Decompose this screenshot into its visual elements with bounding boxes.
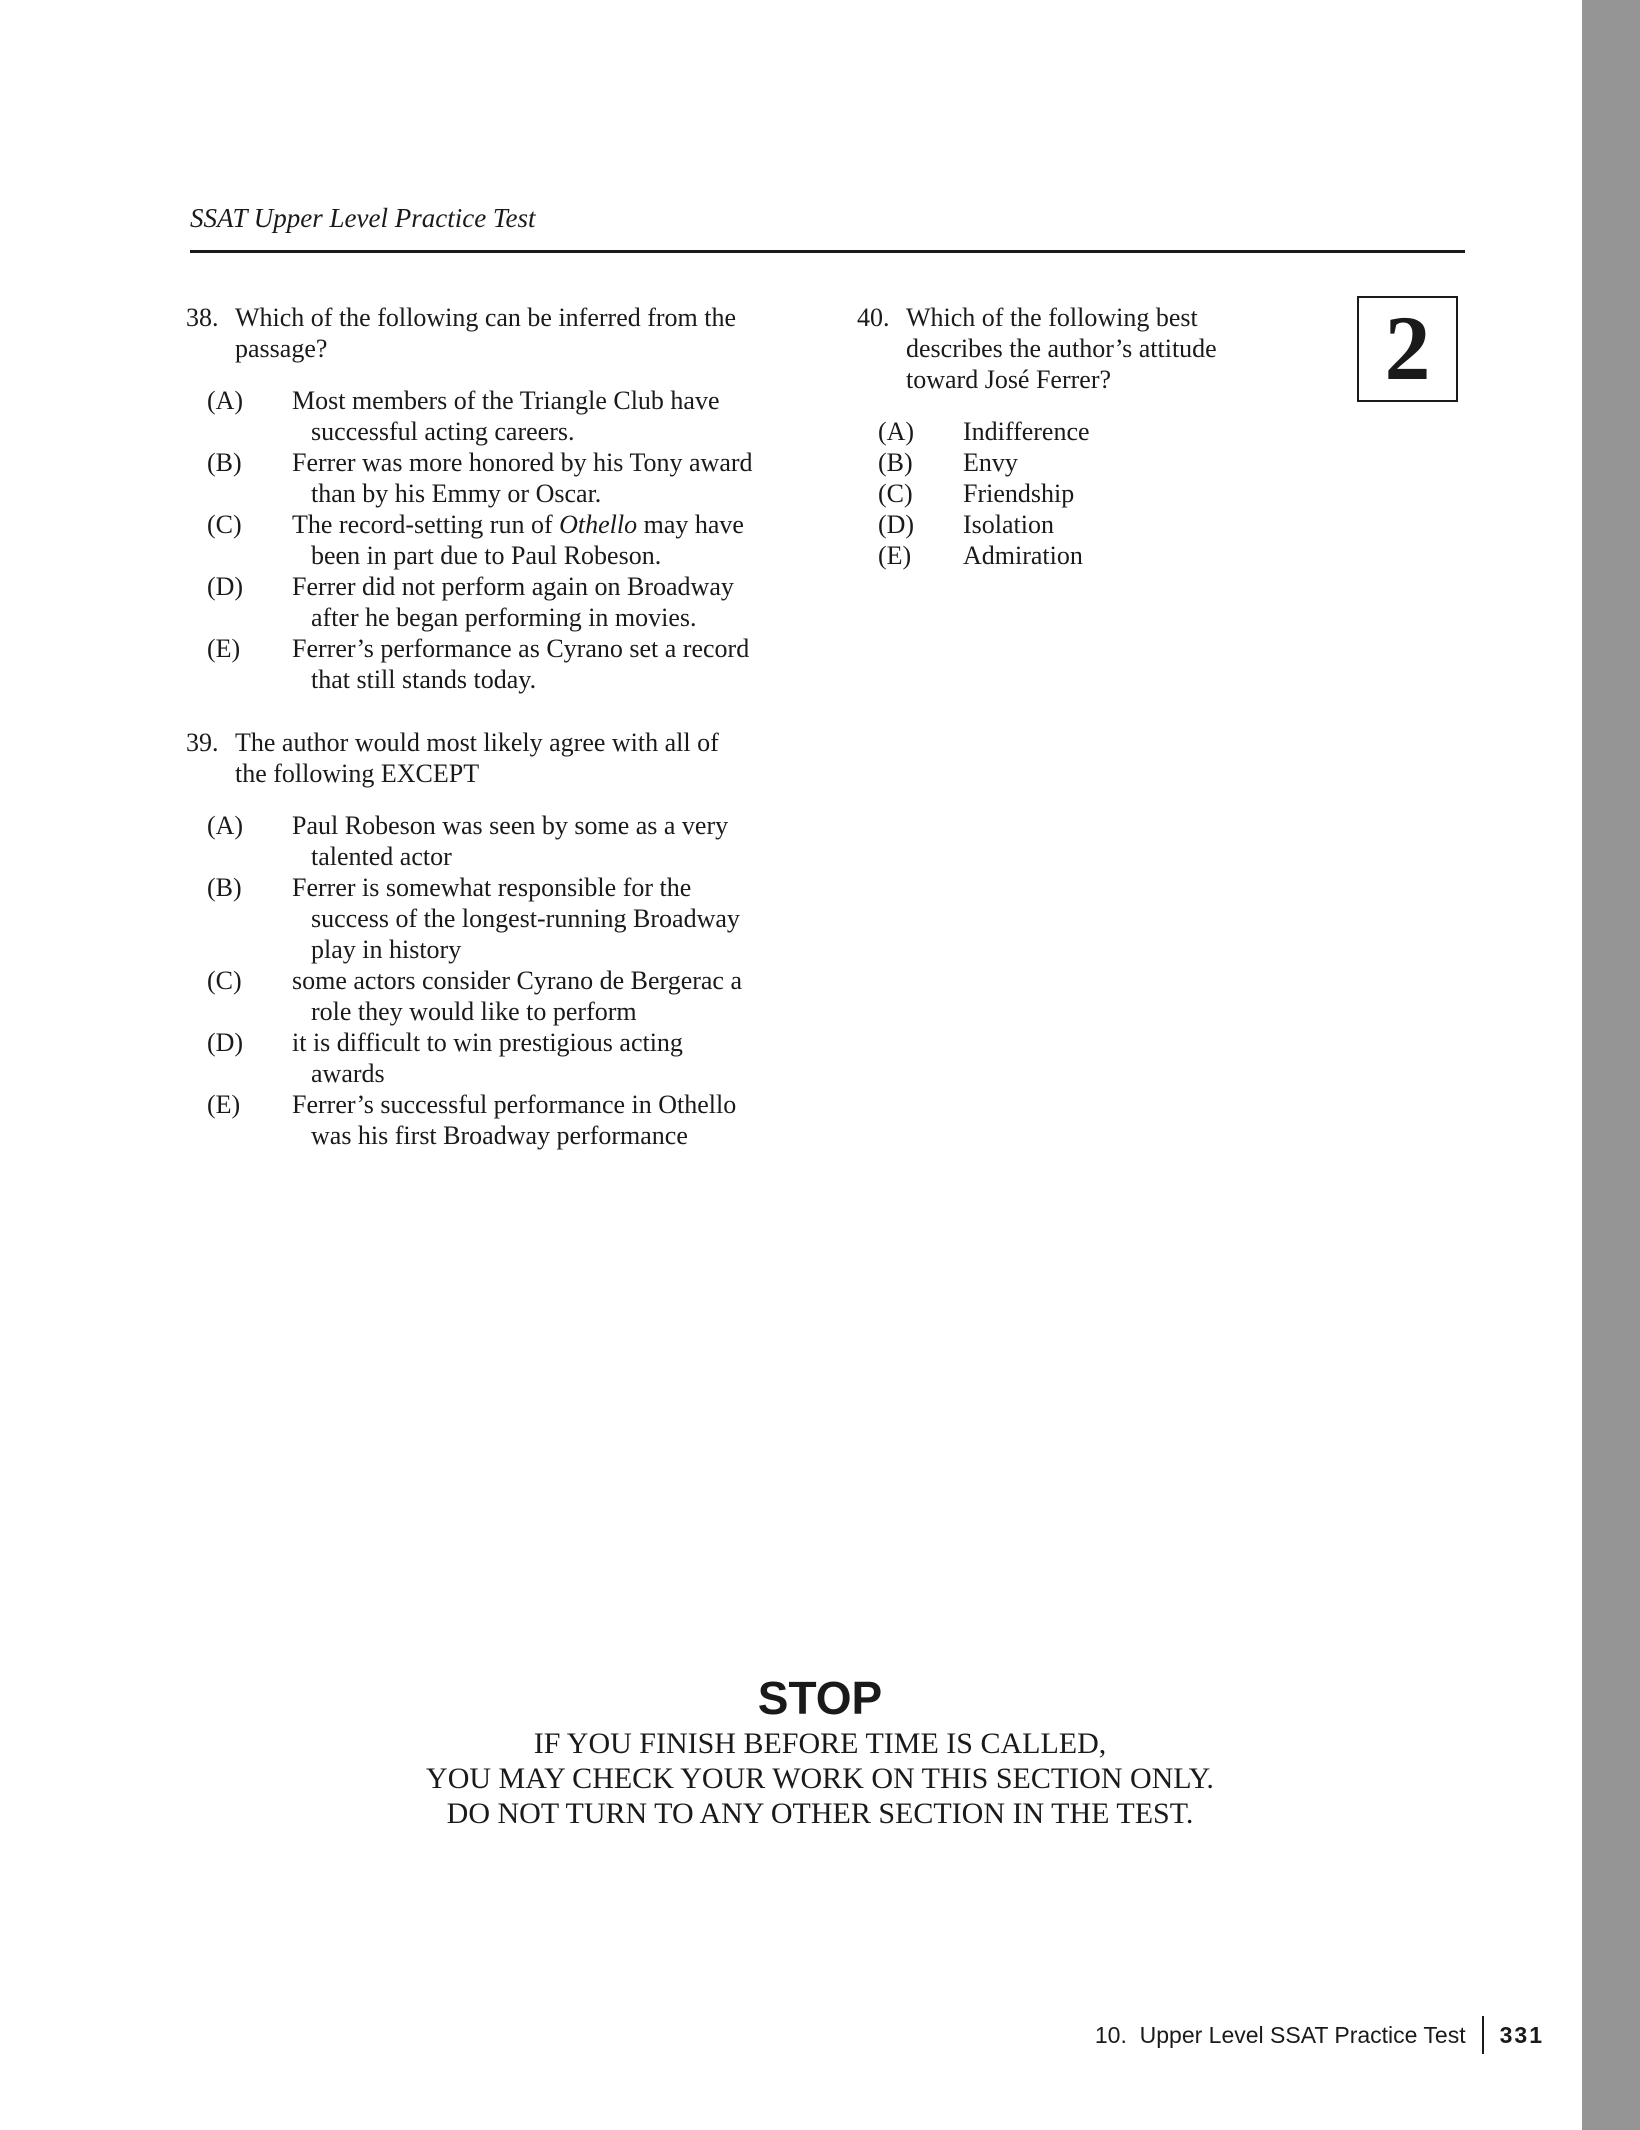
section-number-box: 2 <box>1357 296 1458 402</box>
question-stem-line <box>857 364 1217 395</box>
answer-option-line <box>857 416 1217 447</box>
question-stem-line <box>857 333 1217 364</box>
answer-letter: (B) <box>207 873 242 902</box>
answer-text: some actors consider Cyrano de Bergerac a <box>292 966 743 995</box>
answer-letter: (B) <box>207 448 242 477</box>
answer-letter: (E) <box>207 634 241 663</box>
answer-option-line <box>857 509 1217 540</box>
answer-letter: (C) <box>207 510 242 539</box>
page-number: 331 <box>1499 2021 1544 2048</box>
answer-text: Envy <box>963 448 1018 477</box>
footer-divider <box>1482 2016 1484 2054</box>
answer-option-line <box>186 996 742 1027</box>
answer-option-line <box>186 903 742 934</box>
running-head: SSAT Upper Level Practice Test <box>190 203 536 233</box>
answer-option-line <box>186 478 753 509</box>
answer-option <box>186 965 742 1027</box>
answer-option-line <box>186 447 753 478</box>
stop-title: STOP <box>757 1672 883 1724</box>
answer-option-line <box>186 965 742 996</box>
question-39 <box>186 727 742 1151</box>
answer-option <box>857 447 1217 478</box>
answer-option <box>186 571 753 633</box>
answer-option <box>186 810 742 872</box>
question-40 <box>857 302 1217 571</box>
answer-options <box>857 416 1217 571</box>
answer-text: was his first Broadway performance <box>311 1121 688 1150</box>
answer-option <box>857 540 1217 571</box>
answer-letter: (C) <box>207 966 242 995</box>
answer-letter: (D) <box>207 572 244 601</box>
answer-text: Most members of the Triangle Club have <box>292 386 720 415</box>
answer-text: than by his Emmy or Oscar. <box>311 479 602 508</box>
answer-text: Indifference <box>963 417 1090 446</box>
answer-text: Isolation <box>963 510 1054 539</box>
question-number: 39. <box>186 728 219 757</box>
answer-letter: (A) <box>207 386 244 415</box>
answer-text: awards <box>311 1059 385 1088</box>
answer-options <box>186 385 753 695</box>
answer-text-segment: The record-setting run of <box>292 510 560 539</box>
answer-text: Paul Robeson was seen by some as a very <box>292 811 729 840</box>
answer-option-line <box>857 540 1217 571</box>
answer-text: Friendship <box>963 479 1075 508</box>
stop-line: YOU MAY CHECK YOUR WORK ON THIS SECTION ONLY. <box>426 1762 1214 1795</box>
answer-option <box>857 509 1217 540</box>
answer-text: that still stands today. <box>311 665 537 694</box>
question-number: 38. <box>186 303 219 332</box>
answer-option-line <box>186 602 753 633</box>
answer-text: Ferrer’s successful performance in Othello <box>292 1090 737 1119</box>
answer-option-line <box>857 478 1217 509</box>
answer-text: Ferrer did not perform again on Broadway <box>292 572 734 601</box>
answer-option-line <box>186 1089 742 1120</box>
answer-option-line <box>186 416 753 447</box>
answer-option <box>857 416 1217 447</box>
answer-text: after he began performing in movies. <box>311 603 697 632</box>
answer-option-line <box>186 934 742 965</box>
answer-option <box>186 1027 742 1089</box>
answer-option-line <box>186 1058 742 1089</box>
answer-letter: (D) <box>207 1028 244 1057</box>
footer-chapter: 10. Upper Level SSAT Practice Test <box>1094 2021 1466 2048</box>
answer-text: success of the longest-running Broadway <box>311 904 740 933</box>
stop-notice <box>0 1670 1640 1831</box>
answer-option-line <box>186 571 753 602</box>
answer-text: Ferrer’s performance as Cyrano set a record <box>292 634 750 663</box>
page-footer <box>1095 2016 1544 2054</box>
answer-option <box>186 872 742 965</box>
header-rule <box>190 250 1465 253</box>
answer-option-line <box>186 633 753 664</box>
answer-option-line <box>857 447 1217 478</box>
answer-option <box>186 1089 742 1151</box>
stop-line: IF YOU FINISH BEFORE TIME IS CALLED, <box>533 1727 1107 1760</box>
answer-letter: (C) <box>878 479 913 508</box>
question-stem-text: the following EXCEPT <box>235 759 480 788</box>
answer-options <box>186 810 742 1151</box>
answer-option-line <box>186 385 753 416</box>
answer-option-line <box>186 540 753 571</box>
answer-option <box>857 478 1217 509</box>
answer-text: been in part due to Paul Robeson. <box>311 541 662 570</box>
question-number: 40. <box>857 303 890 332</box>
question-stem-text: Which of the following best <box>906 303 1198 332</box>
answer-option <box>186 385 753 447</box>
answer-letter: (A) <box>207 811 244 840</box>
answer-option <box>186 633 753 695</box>
question-stem-line <box>186 727 742 758</box>
answer-letter: (A) <box>878 417 915 446</box>
question-stem-text: Which of the following can be inferred from the <box>235 303 737 332</box>
answer-text: successful acting careers. <box>311 417 575 446</box>
question-stem-line <box>186 758 742 789</box>
answer-text: Admiration <box>963 541 1083 570</box>
answer-option-line <box>186 509 753 540</box>
answer-text: it is difficult to win prestigious acting <box>292 1028 683 1057</box>
answer-text: play in history <box>311 935 462 964</box>
answer-option <box>186 447 753 509</box>
stop-line: DO NOT TURN TO ANY OTHER SECTION IN THE TEST. <box>446 1797 1194 1830</box>
answer-letter: (E) <box>878 541 912 570</box>
answer-letter: (E) <box>207 1090 241 1119</box>
answer-option <box>186 509 753 571</box>
question-stem-line <box>186 302 753 333</box>
question-stem-text: passage? <box>235 334 328 363</box>
answer-letter: (B) <box>878 448 913 477</box>
question-stem-line <box>186 333 753 364</box>
answer-text: Ferrer is somewhat responsible for the <box>292 873 692 902</box>
question-stem-line <box>857 302 1217 333</box>
answer-option-line <box>186 841 742 872</box>
answer-letter: (D) <box>878 510 915 539</box>
answer-option-line <box>186 872 742 903</box>
italic-title: Othello <box>559 510 638 539</box>
question-stem-text: toward José Ferrer? <box>906 365 1112 394</box>
answer-option-line <box>186 810 742 841</box>
answer-text: Ferrer was more honored by his Tony award <box>292 448 753 477</box>
answer-option-line <box>186 1120 742 1151</box>
answer-text-segment: may have <box>637 510 744 539</box>
answer-text: talented actor <box>311 842 452 871</box>
question-stem-text: The author would most likely agree with all of <box>235 728 719 757</box>
question-38 <box>186 302 753 695</box>
answer-text: role they would like to perform <box>311 997 637 1026</box>
answer-option-line <box>186 1027 742 1058</box>
question-stem-text: describes the author’s attitude <box>906 334 1217 363</box>
answer-option-line <box>186 664 753 695</box>
